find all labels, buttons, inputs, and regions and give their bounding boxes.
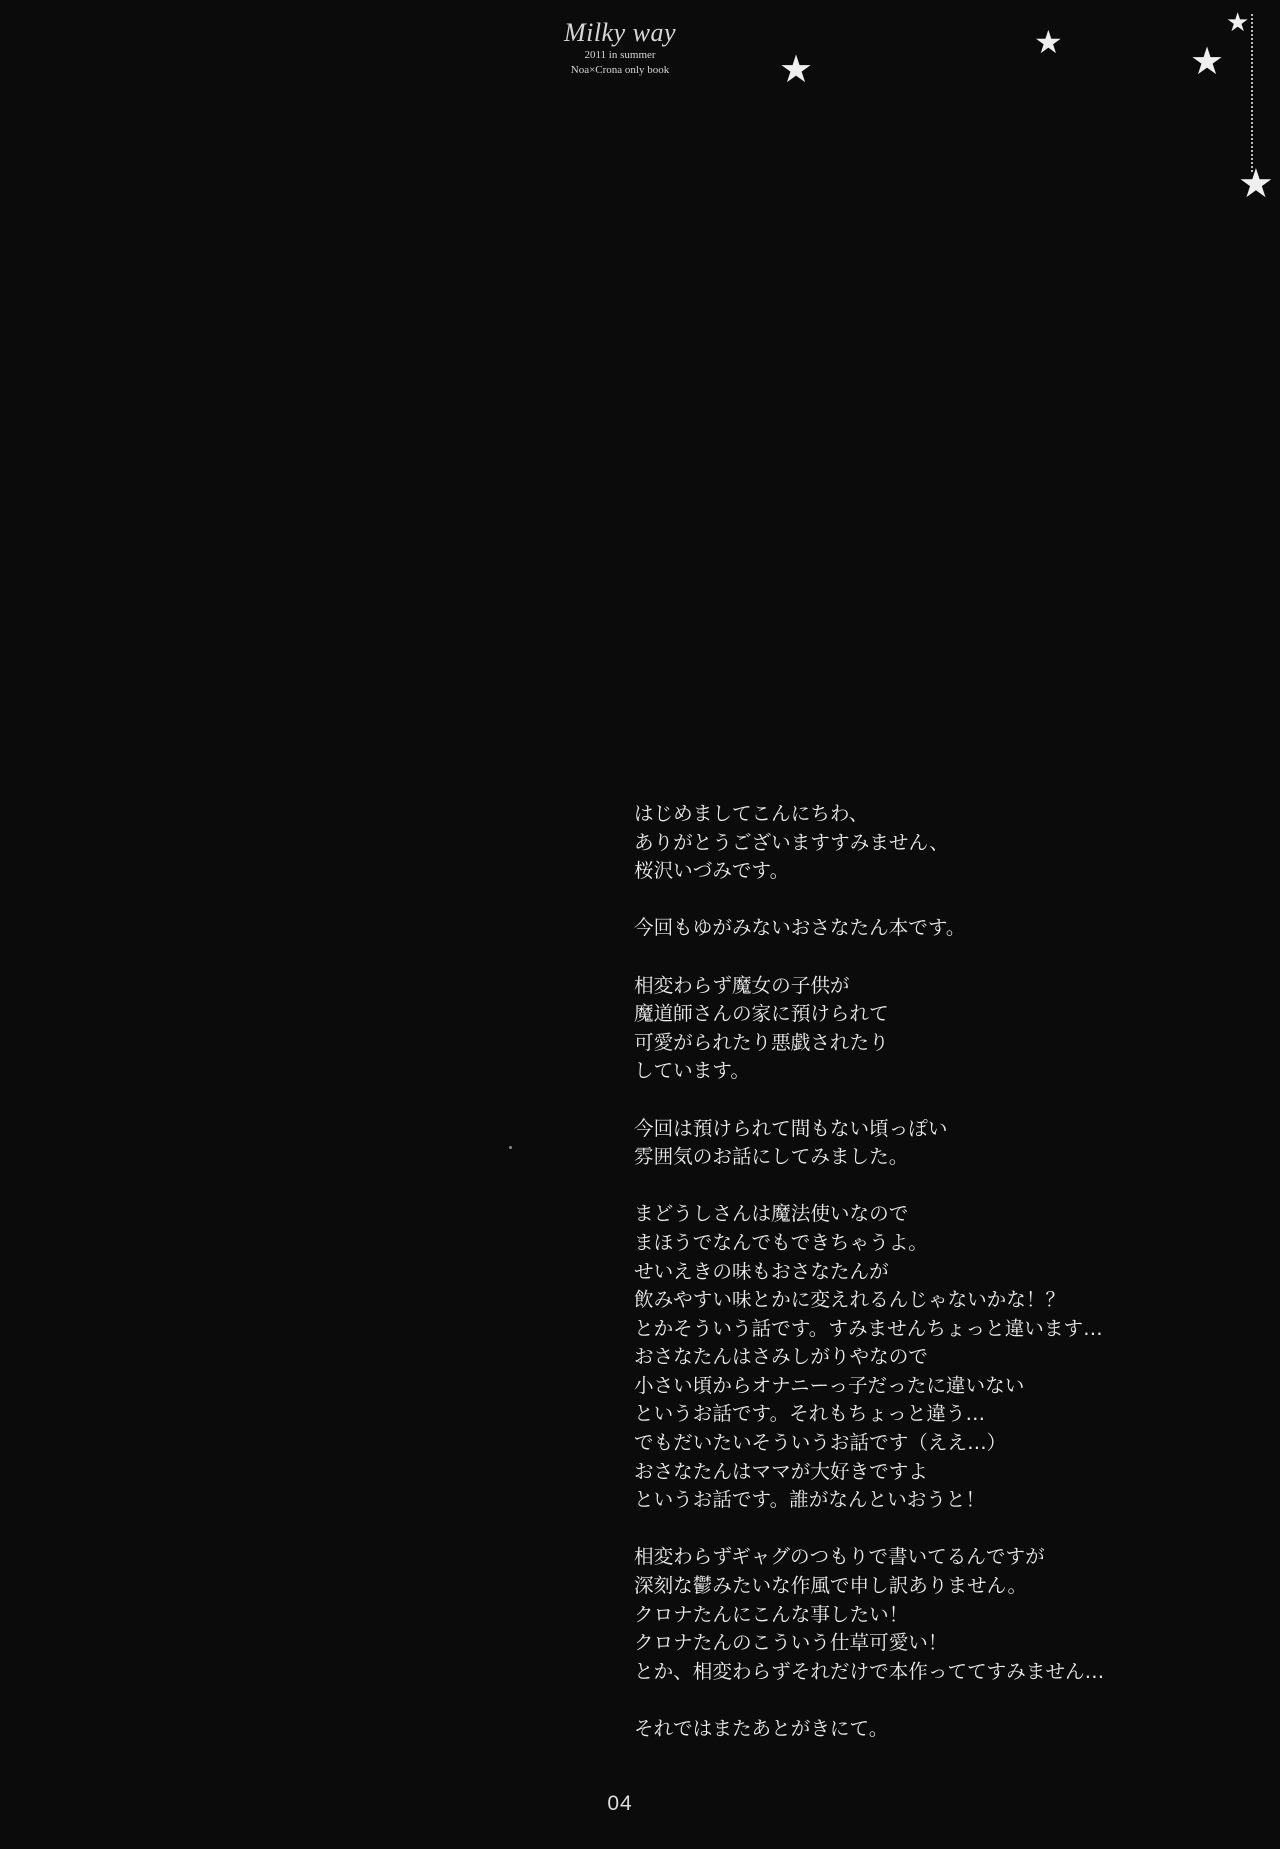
afterword-line: クロナたんにこんな事したい！ [634, 1602, 909, 1626]
afterword-line: 今回は預けられて間もない頃っぽい [634, 1116, 948, 1140]
afterword-line: 小さい頃からオナニーっ子だったに違いない [634, 1373, 1025, 1397]
afterword-line: とかそういう話です。すみませんちょっと違います… [634, 1316, 1103, 1340]
star-icon: ★ [779, 47, 814, 91]
afterword-line: クロナたんのこういう仕草可愛い！ [634, 1631, 948, 1655]
page-number: 04 [607, 1792, 633, 1815]
star-icon: ★ [1238, 161, 1274, 207]
afterword-line: まほうでなんでもできちゃうよ。 [634, 1230, 928, 1254]
afterword-text [634, 800, 1254, 1744]
afterword-line: 相変わらずギャグのつもりで書いてるんですが [634, 1545, 1045, 1569]
afterword-line: 深刻な鬱みたいな作風で申し訳ありません。 [634, 1574, 1028, 1598]
afterword-line: 桜沢いづみです。 [634, 859, 790, 883]
afterword-line: 魔道師さんの家に預けられて [634, 1002, 889, 1026]
afterword-line: 今回もゆがみないおさなたん本です。 [634, 916, 966, 940]
afterword-line: おさなたんはママが大好きですよ [634, 1459, 928, 1483]
book-tagline: Noa×Crona only book [570, 64, 670, 76]
afterword-paragraph [634, 1543, 1254, 1686]
star-icon: ★ [1034, 23, 1063, 61]
dotted-chain [1251, 14, 1253, 172]
afterword-paragraph [634, 800, 1254, 886]
afterword-line: はじめましてこんにちわ、 [634, 802, 869, 825]
afterword-line: 雰囲気のお話にしてみました。 [634, 1145, 909, 1169]
afterword-line: それではまたあとがきにて。 [634, 1717, 889, 1740]
afterword-line: まどうしさんは魔法使いなので [634, 1202, 909, 1226]
afterword-paragraph [634, 1200, 1254, 1515]
afterword-line: というお話です。それもちょっと違う… [634, 1402, 986, 1426]
book-title: Milky way [563, 18, 677, 47]
speck [509, 1146, 512, 1149]
afterword-paragraph [634, 1115, 1254, 1172]
afterword-line: せいえきの味もおさなたんが [634, 1259, 889, 1283]
afterword-line: 可愛がられたり悪戯されたり [634, 1030, 889, 1054]
book-header [540, 18, 700, 78]
afterword-line: ありがとうございますすみません、 [634, 830, 949, 854]
book-subtitle: 2011 in summer [584, 49, 656, 61]
afterword-paragraph [634, 1715, 1254, 1744]
afterword-line: 相変わらず魔女の子供が [634, 973, 850, 997]
afterword-line: しています。 [634, 1059, 750, 1083]
afterword-paragraph [634, 914, 1254, 943]
star-icon: ★ [1226, 8, 1250, 38]
star-icon: ★ [1190, 39, 1225, 83]
afterword-line: 飲みやすい味とかに変えれるんじゃないかな！？ [634, 1288, 1066, 1312]
afterword-line: というお話です。誰がなんといおうと！ [634, 1488, 986, 1512]
afterword-line: とか、相変わらずそれだけで本作っててすみません… [634, 1659, 1105, 1683]
afterword-line: でもだいたいそういうお話です（ええ…） [634, 1431, 1007, 1455]
afterword-line: おさなたんはさみしがりやなので [634, 1345, 928, 1369]
afterword-paragraph [634, 972, 1254, 1086]
